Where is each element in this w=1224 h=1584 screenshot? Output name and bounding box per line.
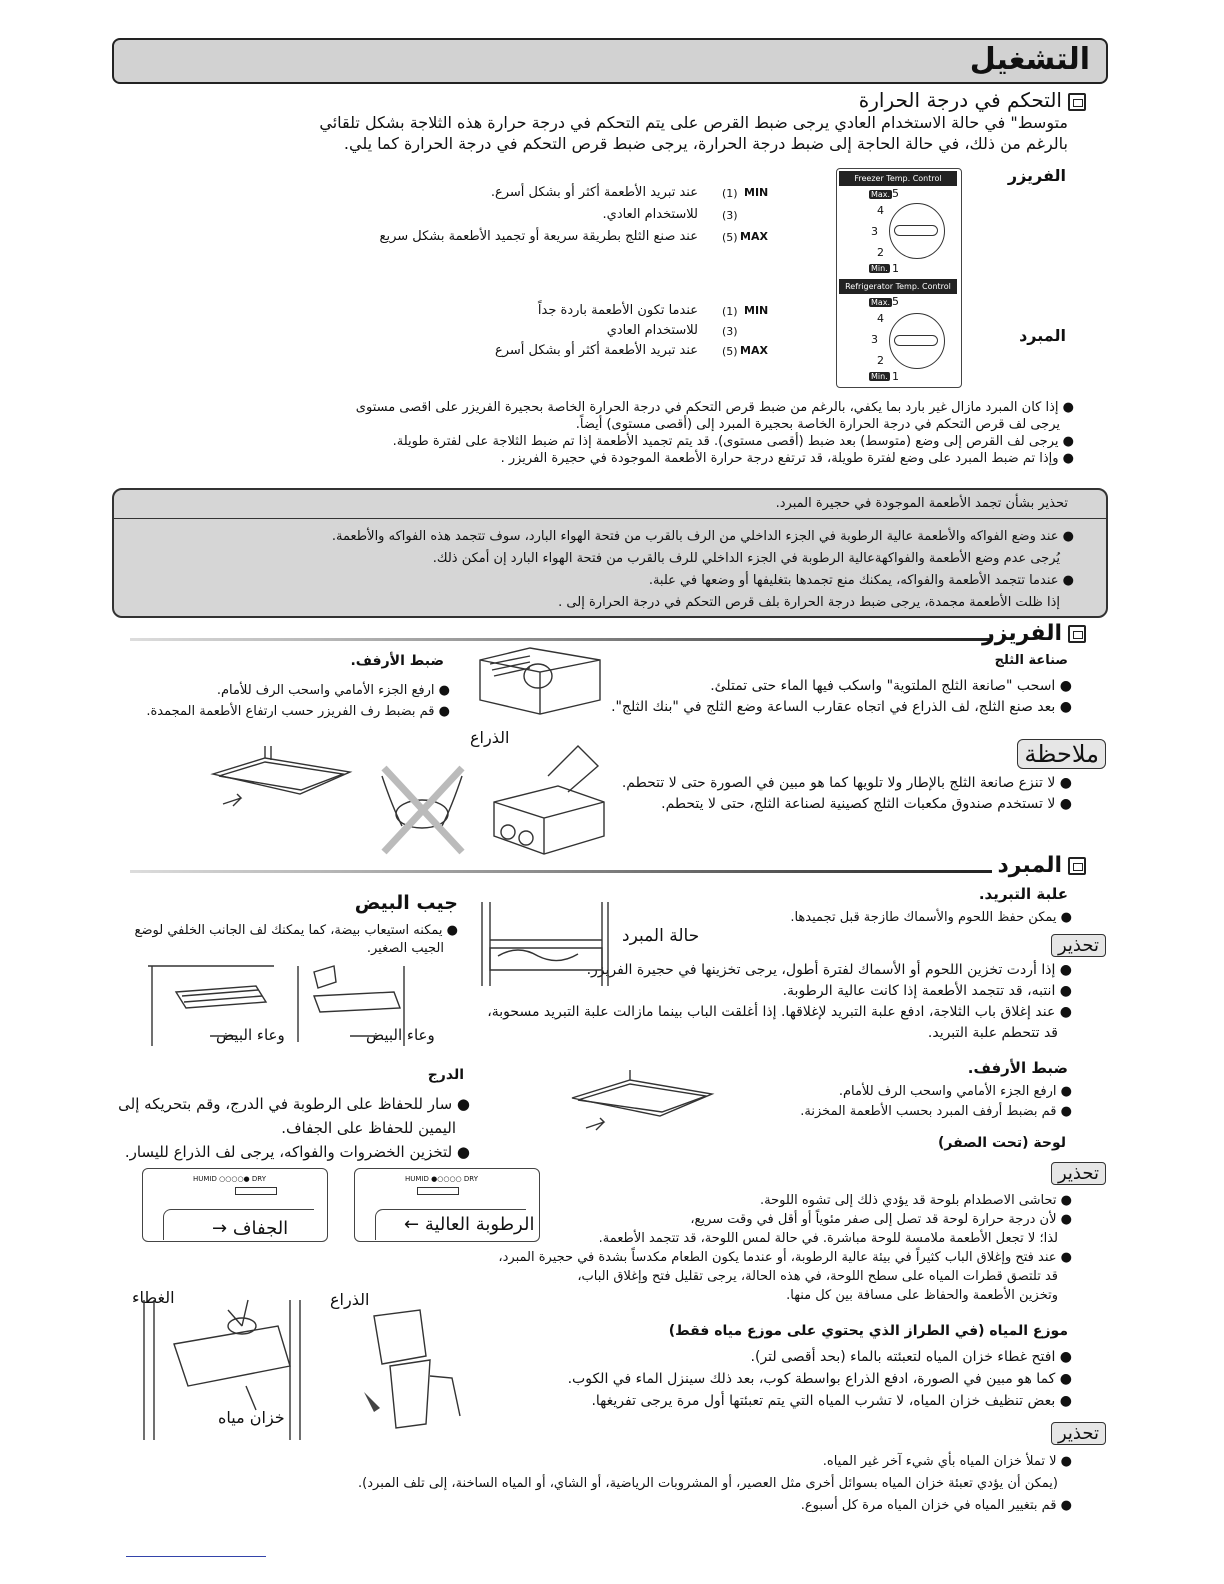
dry-label: الجفاف →	[212, 1218, 289, 1239]
list-item: قد تلتصق قطرات المياه على سطح اللوحة، في هذه الحالة، يرجى تقليل فتح وإغلاق الباب،	[577, 1269, 1058, 1284]
egg-pocket-line-1: ● يمكنه استيعاب بيضة، كما يمكنك لف الجانب الخلفي لوضع	[134, 923, 458, 938]
list-item: ● افتح غطاء خزان المياه لتعبئته بالماء (بحد أقصى لتر).	[750, 1349, 1072, 1365]
warning-tag: تحذير	[1051, 934, 1106, 957]
water-dispenser-lines	[432, 1346, 1072, 1412]
list-item: ● إذا كان المبرد مازال غير بارد بما يكفي، بالرغم من ضبط قرص التحكم في درجة الحرارة الخاصة بحجيرة الفريزر على اقصى مستوى	[355, 400, 1074, 415]
page-title-bar	[112, 38, 1108, 84]
list-item: اليمين للحفاظ على الجفاف.	[281, 1119, 456, 1137]
list-item: ● لا تستخدم صندوق مكعبات الثلج كصينية لصناعة الثلج، حتى لا يتحطم.	[661, 796, 1072, 812]
egg-pocket-title: جيب البيض	[354, 892, 458, 914]
list-item: ● بعد صنع الثلج، لف الذراع في اتجاه عقارب الساعة وضع الثلج في "بنك الثلج".	[611, 699, 1072, 715]
egg-pocket-line-2: الجيب الصغير.	[366, 941, 444, 956]
temp-control-heading: التحكم في درجة الحرارة	[686, 88, 1086, 112]
fridge-row: (1) MIN عندما تكون الأطعمة باردة جداً	[537, 303, 769, 318]
egg-container-label: وعاء البيض	[216, 1026, 285, 1044]
list-item: يرجى لف قرص التحكم في درجة الحرارة الخاصة بحجيرة المبرد إلى (أقصى مستوى) أيضاً.	[575, 417, 1060, 432]
chill-case-title: علبة التبريد.	[978, 885, 1068, 903]
twist-warning-illustration	[372, 756, 472, 860]
warn-tag-wrap	[1051, 1422, 1106, 1446]
lever-label: الذراع	[470, 728, 510, 747]
warn-tag-wrap	[1051, 1162, 1106, 1186]
water-tank-label: خزان مياه	[218, 1408, 285, 1427]
section-icon	[1068, 857, 1086, 875]
list-item: ● لتخزين الخضروات والفواكه، يرجى لف الذراع لليسار.	[124, 1143, 470, 1161]
ice-making-title: صناعة الثلج	[994, 653, 1068, 668]
list-item: ● عندما تتجمد الأطعمة والفواكه، يمكنك منع تجمدها بتغليفها أو وضعها في علبة.	[648, 573, 1074, 588]
min-badge: Min.	[871, 372, 888, 381]
freezer-control-title: Freezer Temp. Control	[839, 171, 957, 186]
temperature-dial-panel: Freezer Temp. Control Max. 5 4 3 2 Min. 1 Refrigerator Temp. Control Max. 5 4 3 2 Min. 1	[836, 168, 962, 388]
page-title: التشغيل	[969, 42, 1090, 77]
freezer-settings	[300, 184, 780, 250]
temp-bullets	[194, 399, 1074, 467]
note-tag-wrap	[1017, 740, 1106, 768]
list-item: ● قم بضبط رف الفريزر حسب ارتفاع الأطعمة المجمدة.	[146, 704, 450, 719]
ice-maker-illustration	[470, 640, 610, 720]
list-item: ● بعض تنظيف خزان المياه، لا تشرب المياه التي يتم تعبئتها أول مرة يرجى تفريغها.	[591, 1393, 1072, 1409]
max-badge: Max.	[871, 190, 891, 199]
list-item: (يمكن أن يؤدي تعبئة خزان المياه بسوائل أخرى مثل العصير، أو المشروبات الرياضية، أو الشاي، أو المياه الساخنة، إلى تلف المبرد).	[358, 1476, 1058, 1491]
list-item: ● وإذا تم ضبط المبرد على وضع لفترة طويلة، قد ترتفع درجة حرارة الأطعمة الموجودة في حجيرة الفريزر .	[500, 451, 1074, 466]
list-item: يُرجى عدم وضع الأطعمة والفواكهةعالية الرطوبة في الجزء الداخلي للرف بالقرب من فتحة الهواء البارد إن أمكن ذلك.	[432, 551, 1060, 566]
fridge-settings	[300, 302, 780, 362]
temp-intro-1: متوسط" في حالة الاستخدام العادي يرجى ضبط القرص على يتم التحكم في درجة حرارة هذه الثلاجة بشكل تلقائي	[319, 113, 1068, 132]
list-item: ● قم بضبط أرفف المبرد بحسب الأطعمة المخزنة.	[800, 1104, 1072, 1119]
freezer-label: الفريزر	[1007, 166, 1066, 185]
section-icon	[1068, 625, 1086, 643]
warning-lines	[134, 526, 1074, 614]
freezer-shelf-title: ضبط الأرفف.	[350, 653, 444, 669]
freezer-shelf-illustration	[205, 744, 355, 824]
section-icon	[1068, 93, 1086, 111]
arrow-left-icon: ←	[404, 1214, 420, 1235]
fridge-shelf-illustration	[566, 1068, 716, 1144]
warning-tag: تحذير	[1051, 1422, 1106, 1445]
divider	[114, 518, 1106, 519]
freezer-row: (5) MAX عند صنع الثلج بطريقة سريعة أو تجميد الأطعمة بشكل سريع	[379, 229, 768, 244]
list-item: ● لا تنزع صانعة الثلج بالإطار ولا تلويها كما هو مبين في الصورة حتى لا تتحطم.	[621, 775, 1072, 791]
fridge-row: (3) للاستخدام العادي	[606, 323, 738, 338]
list-item: ● انتبه، قد تتجمد الأطعمة إذا كانت عالية الرطوبة.	[782, 983, 1072, 999]
drawer-title: الدرج	[427, 1067, 464, 1083]
fridge-shelf-title: ضبط الأرفف.	[967, 1059, 1068, 1077]
chill-warnings	[372, 960, 1072, 1044]
subzero-title: لوحة (تحت الصفر)	[938, 1135, 1066, 1151]
list-item: ● يرجى لف القرص إلى وضع (متوسط) بعد ضبط (أقصى مستوى). قد يتم تجميد الأطعمة إذا تم ضبط الثلاجة على لفترة طويلة.	[392, 434, 1074, 449]
ice-tray-illustration	[488, 736, 608, 860]
list-item: ● لا تملأ خزان المياه بأي شيء آخر غير المياه.	[822, 1454, 1072, 1469]
freezer-row: (1) MIN عند تبريد الأطعمة أكثر أو بشكل أسرع.	[490, 185, 769, 200]
dispenser-lever-label: الذراع	[330, 1290, 370, 1309]
note-tag: ملاحظة	[1017, 739, 1106, 769]
cup-dispensing-illustration	[360, 1306, 470, 1436]
freezing-warning-box	[112, 488, 1108, 618]
list-item: لذا؛ لا تجعل الأطعمة ملامسة للوحة مباشرة. في حالة لمس اللوحة، قد تتجمد الأطعمة.	[598, 1231, 1058, 1246]
fridge-label: المبرد	[1019, 326, 1066, 345]
freezer-shelf-lines	[130, 680, 450, 722]
list-item: ● كما هو مبين في الصورة، ادفع الذراع بواسطة كوب، بعد ذلك سينزل الماء في الكوب.	[567, 1371, 1072, 1387]
warning-title: تحذير بشأن تجمد الأطعمة الموجودة في حجيرة المبرد.	[775, 496, 1068, 511]
list-item: ● سار للحفاظ على الرطوبة في الدرج، وقم بتحريكه إلى	[118, 1095, 470, 1113]
list-item: ● تحاشى الاصطدام بلوحة قد يؤدي ذلك إلى تشوه اللوحة.	[759, 1193, 1072, 1208]
water-warnings	[312, 1451, 1072, 1517]
list-item: ● عند وضع الفواكه والأطعمة عالية الرطوبة في الجزء الداخلي من الرف بالقرب من فتحة الهواء البارد، سوف تتجمد هذه الفواكه والأطعمة.	[331, 529, 1074, 544]
drawer-lines	[110, 1092, 470, 1164]
freezer-dial-knob[interactable]	[889, 203, 945, 259]
list-item: ● ارفع الجزء الأمامي واسحب الرف للأمام.	[838, 1084, 1072, 1099]
list-item: ● عند إغلاق باب الثلاجة، ادفع علبة التبريد لإغلاقها. إذا أغلقت الباب بينما مازالت علبة التبريد مسحوبة،	[487, 1004, 1072, 1020]
freezer-row: (3) للاستخدام العادي.	[602, 207, 738, 222]
fridge-row: (5) MAX عند تبريد الأطعمة أكثر أو بشكل أسرع	[494, 343, 768, 358]
subzero-warnings	[432, 1191, 1072, 1305]
list-item: ● إذا أردت تخزين اللحوم أو الأسماك لفترة أطول، يرجى تخزينها في حجيرة الفريزر.	[586, 962, 1072, 978]
chill-case-illustration	[478, 900, 610, 986]
list-item: ● ارفع الجزء الأمامي واسحب الرف للأمام.	[216, 683, 450, 698]
egg-container-label: وعاء البيض	[366, 1026, 435, 1044]
water-dispenser-title: موزع المياه (في الطراز الذي يحتوي على موزع مياه فقط)	[668, 1323, 1068, 1339]
chill-case-label: حالة المبرد	[622, 926, 700, 946]
warning-tag: تحذير	[1051, 1162, 1106, 1185]
section-rule	[130, 870, 992, 873]
fridge-heading: المبرد	[997, 853, 1086, 878]
list-item: ● عند فتح وإغلاق الباب كثيراً في بيئة عالية الرطوبة، أو عندما يكون الطعام مكدساً بشدة في حجيرة المبرد،	[498, 1250, 1072, 1265]
list-item: ● قم بتغيير المياه في خزان المياه مرة كل أسبوع.	[800, 1498, 1072, 1513]
max-badge: Max.	[871, 298, 891, 307]
humidity-slider[interactable]	[235, 1187, 277, 1195]
list-item: إذا ظلت الأطعمة مجمدة، يرجى ضبط درجة الحرارة بلف قرص التحكم في درجة الحرارة إلى .	[558, 595, 1060, 610]
list-item: ● لأن درجة حرارة لوحة قد تصل إلى صفر مئوياً أو أقل في وقت سريع،	[690, 1212, 1072, 1227]
fridge-shelf-lines	[712, 1082, 1072, 1122]
list-item: قد تتحطم علبة التبريد.	[927, 1025, 1058, 1041]
footer-line	[126, 1556, 266, 1557]
humidity-panel-dry: HUMID ○○○○● DRY	[142, 1168, 328, 1242]
humidity-panel-humid: HUMID ●○○○○ DRY	[354, 1168, 540, 1242]
temp-intro-2: بالرغم من ذلك، في حالة الحاجة إلى ضبط درجة الحرارة، يرجى ضبط قرص التحكم في درجة الحرارة كما يلي.	[343, 134, 1068, 153]
list-item: وتخزين الأطعمة والحفاظ على مسافة بين كل منها.	[786, 1288, 1058, 1303]
humid-label: الرطوبة العالية ←	[404, 1214, 535, 1235]
list-item: ● اسحب "صانعة الثلج الملتوية" واسكب فيها الماء حتى تمتلئ.	[710, 678, 1072, 694]
chill-case-line: ● يمكن حفظ اللحوم والأسماك طازجة قبل تجميدها.	[790, 910, 1072, 925]
arrow-right-icon: →	[212, 1218, 228, 1239]
fridge-control-title: Refrigerator Temp. Control	[839, 279, 957, 294]
freezer-heading: الفريزر	[982, 621, 1086, 646]
warn-tag-wrap	[1051, 934, 1106, 958]
min-badge: Min.	[871, 264, 888, 273]
lid-label: الغطاء	[132, 1288, 175, 1307]
fridge-dial-knob[interactable]	[889, 313, 945, 369]
